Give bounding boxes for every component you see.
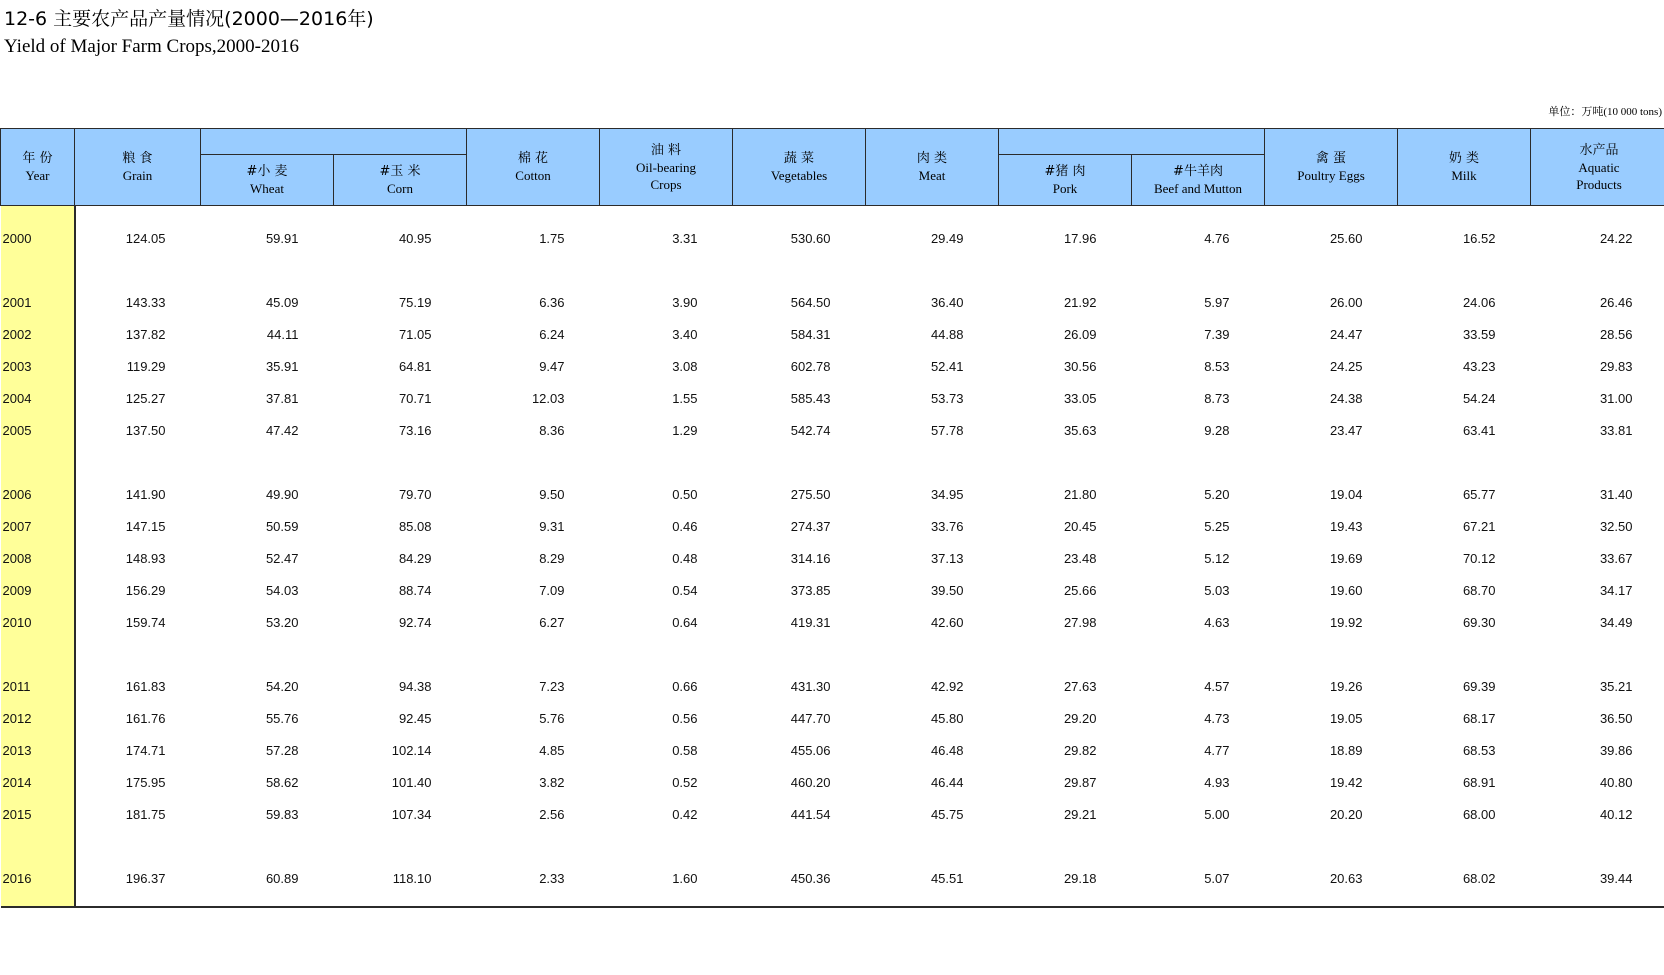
value-cell: 20.63 [1329, 870, 1363, 886]
value-cell: 30.56 [1063, 358, 1097, 374]
table-row [1, 510, 1664, 542]
value-cell: 71.05 [398, 326, 432, 342]
value-cell: 1.75 [539, 230, 565, 246]
value-cell: 60.89 [265, 870, 299, 886]
value-cell: 69.39 [1462, 678, 1496, 694]
value-cell: 31.00 [1599, 390, 1633, 406]
value-cell: 161.83 [125, 678, 166, 694]
value-cell: 5.12 [1204, 550, 1230, 566]
value-cell: 4.77 [1204, 742, 1230, 758]
value-cell: 0.58 [672, 742, 698, 758]
value-cell: 25.66 [1063, 582, 1097, 598]
value-cell: 0.50 [672, 486, 698, 502]
year-cell: 2014 [1, 766, 75, 798]
value-cell: 314.16 [790, 550, 831, 566]
value-cell: 1.60 [672, 870, 698, 886]
value-cell: 21.80 [1063, 486, 1097, 502]
value-cell: 65.77 [1462, 486, 1496, 502]
value-cell: 33.67 [1599, 550, 1633, 566]
value-cell: 5.25 [1204, 518, 1230, 534]
value-cell: 143.33 [125, 294, 166, 310]
value-cell: 54.03 [265, 582, 299, 598]
value-cell: 37.13 [930, 550, 964, 566]
value-cell: 141.90 [125, 486, 166, 502]
value-cell: 4.85 [539, 742, 565, 758]
value-cell: 602.78 [790, 358, 831, 374]
value-cell: 34.95 [930, 486, 964, 502]
value-cell: 181.75 [125, 806, 166, 822]
value-cell: 161.76 [125, 710, 166, 726]
value-cell: 137.82 [125, 326, 166, 342]
value-cell: 40.95 [398, 230, 432, 246]
value-cell: 19.92 [1329, 614, 1363, 630]
table-row [1, 766, 1664, 798]
year-cell: 2000 [1, 222, 75, 254]
value-cell: 27.63 [1063, 678, 1097, 694]
col-header-aquatic: 水产品 Aquatic Products [1531, 129, 1664, 206]
unit-en: (10 000 tons) [1603, 106, 1662, 118]
value-cell: 0.48 [672, 550, 698, 566]
value-cell: 35.91 [265, 358, 299, 374]
table-row [1, 574, 1664, 606]
value-cell: 55.76 [265, 710, 299, 726]
value-cell: 36.40 [930, 294, 964, 310]
value-cell: 12.03 [531, 390, 565, 406]
value-cell: 92.45 [398, 710, 432, 726]
value-cell: 31.40 [1599, 486, 1633, 502]
year-cell: 2007 [1, 510, 75, 542]
value-cell: 196.37 [125, 870, 166, 886]
value-cell: 59.91 [265, 230, 299, 246]
value-cell: 42.60 [930, 614, 964, 630]
col-header-year: 年 份 Year [1, 129, 75, 206]
value-cell: 53.20 [265, 614, 299, 630]
value-cell: 530.60 [790, 230, 831, 246]
value-cell: 47.42 [265, 422, 299, 438]
value-cell: 19.43 [1329, 518, 1363, 534]
value-cell: 26.46 [1599, 294, 1633, 310]
table-row [1, 542, 1664, 574]
value-cell: 102.14 [391, 742, 432, 758]
value-cell: 54.20 [265, 678, 299, 694]
value-cell: 2.56 [539, 806, 565, 822]
value-cell: 57.78 [930, 422, 964, 438]
spacer-row [1, 206, 1664, 223]
spacer-row [1, 830, 1664, 862]
value-cell: 44.11 [266, 326, 299, 342]
value-cell: 36.50 [1599, 710, 1633, 726]
table-row [1, 798, 1664, 830]
value-cell: 5.00 [1204, 806, 1230, 822]
value-cell: 119.29 [126, 358, 166, 374]
value-cell: 18.89 [1329, 742, 1363, 758]
table-row [1, 670, 1664, 702]
value-cell: 32.50 [1599, 518, 1633, 534]
value-cell: 33.81 [1599, 422, 1633, 438]
value-cell: 542.74 [790, 422, 831, 438]
value-cell: 40.12 [1599, 806, 1633, 822]
value-cell: 29.82 [1063, 742, 1097, 758]
value-cell: 124.05 [125, 230, 166, 246]
value-cell: 40.80 [1599, 774, 1633, 790]
value-cell: 39.44 [1599, 870, 1633, 886]
table-body [1, 206, 1664, 908]
year-cell: 2001 [1, 286, 75, 318]
value-cell: 23.47 [1329, 422, 1363, 438]
value-cell: 564.50 [790, 294, 831, 310]
value-cell: 27.98 [1063, 614, 1097, 630]
value-cell: 0.52 [672, 774, 698, 790]
value-cell: 33.76 [930, 518, 964, 534]
table-row [1, 382, 1664, 414]
col-header-oil: 油 料 Oil-bearing Crops [600, 129, 733, 206]
year-cell: 2003 [1, 350, 75, 382]
year-cell: 2009 [1, 574, 75, 606]
value-cell: 43.23 [1462, 358, 1496, 374]
value-cell: 4.93 [1204, 774, 1230, 790]
value-cell: 52.47 [265, 550, 299, 566]
value-cell: 37.81 [265, 390, 299, 406]
spacer-row [1, 446, 1664, 478]
value-cell: 3.90 [672, 294, 698, 310]
value-cell: 441.54 [790, 806, 831, 822]
table-row [1, 734, 1664, 766]
value-cell: 33.59 [1462, 326, 1496, 342]
value-cell: 8.53 [1204, 358, 1230, 374]
value-cell: 70.71 [398, 390, 432, 406]
value-cell: 419.31 [790, 614, 831, 630]
value-cell: 4.57 [1204, 678, 1230, 694]
value-cell: 29.83 [1599, 358, 1633, 374]
year-cell: 2008 [1, 542, 75, 574]
value-cell: 3.40 [672, 326, 698, 342]
table-row [1, 286, 1664, 318]
value-cell: 8.29 [539, 550, 565, 566]
value-cell: 174.71 [125, 742, 166, 758]
value-cell: 73.16 [398, 422, 432, 438]
value-cell: 70.12 [1462, 550, 1496, 566]
value-cell: 75.19 [398, 294, 432, 310]
value-cell: 28.56 [1599, 326, 1633, 342]
value-cell: 79.70 [398, 486, 432, 502]
value-cell: 24.22 [1599, 230, 1633, 246]
spacer-row [1, 894, 1664, 907]
value-cell: 49.90 [265, 486, 299, 502]
value-cell: 21.92 [1063, 294, 1097, 310]
value-cell: 53.73 [930, 390, 964, 406]
crop-yield-table [0, 128, 1664, 908]
value-cell: 274.37 [790, 518, 831, 534]
value-cell: 9.50 [539, 486, 565, 502]
value-cell: 19.05 [1329, 710, 1363, 726]
value-cell: 63.41 [1462, 422, 1496, 438]
value-cell: 19.60 [1329, 582, 1363, 598]
value-cell: 1.29 [672, 422, 698, 438]
value-cell: 68.02 [1462, 870, 1496, 886]
value-cell: 5.03 [1204, 582, 1230, 598]
col-header-pork: #猪 肉 Pork [999, 155, 1132, 206]
value-cell: 4.76 [1204, 230, 1230, 246]
value-cell: 26.00 [1329, 294, 1363, 310]
col-header-beef: #牛羊肉 Beef and Mutton [1132, 155, 1265, 206]
value-cell: 94.38 [398, 678, 432, 694]
value-cell: 45.09 [265, 294, 299, 310]
value-cell: 5.97 [1204, 294, 1230, 310]
value-cell: 68.17 [1462, 710, 1496, 726]
value-cell: 9.47 [539, 358, 565, 374]
value-cell: 431.30 [790, 678, 831, 694]
value-cell: 34.49 [1599, 614, 1633, 630]
value-cell: 33.05 [1063, 390, 1097, 406]
year-cell: 2004 [1, 382, 75, 414]
year-cell: 2010 [1, 606, 75, 638]
spacer-row [1, 638, 1664, 670]
value-cell: 0.56 [672, 710, 698, 726]
value-cell: 17.96 [1063, 230, 1097, 246]
value-cell: 26.09 [1063, 326, 1097, 342]
value-cell: 5.76 [539, 710, 565, 726]
value-cell: 46.48 [930, 742, 964, 758]
value-cell: 58.62 [265, 774, 299, 790]
value-cell: 69.30 [1462, 614, 1496, 630]
value-cell: 6.24 [539, 326, 565, 342]
col-header-grain: 粮 食 Grain [75, 129, 201, 206]
grain-subgroup-header [201, 129, 467, 155]
value-cell: 68.53 [1462, 742, 1496, 758]
value-cell: 373.85 [790, 582, 831, 598]
value-cell: 101.40 [391, 774, 432, 790]
value-cell: 460.20 [790, 774, 831, 790]
value-cell: 67.21 [1462, 518, 1496, 534]
value-cell: 29.87 [1063, 774, 1097, 790]
value-cell: 64.81 [398, 358, 432, 374]
value-cell: 275.50 [790, 486, 831, 502]
value-cell: 29.18 [1063, 870, 1097, 886]
value-cell: 20.45 [1063, 518, 1097, 534]
value-cell: 137.50 [125, 422, 166, 438]
value-cell: 147.15 [125, 518, 166, 534]
value-cell: 45.75 [930, 806, 964, 822]
value-cell: 39.50 [930, 582, 964, 598]
value-cell: 125.27 [125, 390, 166, 406]
unit-cn: 单位：万吨 [1548, 105, 1604, 118]
value-cell: 5.20 [1204, 486, 1230, 502]
value-cell: 23.48 [1063, 550, 1097, 566]
value-cell: 35.21 [1599, 678, 1633, 694]
col-header-milk: 奶 类 Milk [1398, 129, 1531, 206]
value-cell: 57.28 [265, 742, 299, 758]
year-cell: 2006 [1, 478, 75, 510]
year-cell: 2011 [1, 670, 75, 702]
value-cell: 20.20 [1329, 806, 1363, 822]
table-row [1, 350, 1664, 382]
value-cell: 4.73 [1204, 710, 1230, 726]
value-cell: 16.52 [1462, 230, 1496, 246]
col-header-wheat: #小 麦 Wheat [201, 155, 334, 206]
value-cell: 0.42 [672, 806, 698, 822]
year-cell: 2012 [1, 702, 75, 734]
value-cell: 3.82 [539, 774, 565, 790]
value-cell: 0.64 [672, 614, 698, 630]
year-cell: 2015 [1, 798, 75, 830]
value-cell: 0.66 [672, 678, 698, 694]
value-cell: 45.51 [930, 870, 964, 886]
value-cell: 29.49 [930, 230, 964, 246]
value-cell: 25.60 [1329, 230, 1363, 246]
value-cell: 50.59 [265, 518, 299, 534]
value-cell: 24.38 [1329, 390, 1363, 406]
value-cell: 1.55 [672, 390, 698, 406]
value-cell: 8.36 [539, 422, 565, 438]
value-cell: 19.26 [1329, 678, 1363, 694]
value-cell: 42.92 [930, 678, 964, 694]
value-cell: 5.07 [1204, 870, 1230, 886]
value-cell: 46.44 [930, 774, 964, 790]
value-cell: 35.63 [1063, 422, 1097, 438]
table-row [1, 606, 1664, 638]
table-row [1, 478, 1664, 510]
value-cell: 92.74 [398, 614, 432, 630]
value-cell: 29.21 [1063, 806, 1097, 822]
value-cell: 6.36 [539, 294, 565, 310]
value-cell: 0.46 [672, 518, 698, 534]
value-cell: 159.74 [125, 614, 166, 630]
table-row [1, 702, 1664, 734]
value-cell: 6.27 [539, 614, 565, 630]
value-cell: 585.43 [790, 390, 831, 406]
value-cell: 3.31 [672, 230, 698, 246]
table-row [1, 222, 1664, 254]
value-cell: 24.47 [1329, 326, 1363, 342]
value-cell: 7.23 [539, 678, 565, 694]
unit-label [1548, 103, 1662, 119]
year-cell: 2016 [1, 862, 75, 894]
value-cell: 107.34 [391, 806, 432, 822]
value-cell: 85.08 [398, 518, 432, 534]
value-cell: 68.91 [1462, 774, 1496, 790]
value-cell: 39.86 [1599, 742, 1633, 758]
year-cell: 2005 [1, 414, 75, 446]
value-cell: 455.06 [790, 742, 831, 758]
value-cell: 24.25 [1329, 358, 1363, 374]
value-cell: 29.20 [1063, 710, 1097, 726]
value-cell: 148.93 [125, 550, 166, 566]
year-cell: 2013 [1, 734, 75, 766]
table-row [1, 318, 1664, 350]
value-cell: 175.95 [125, 774, 166, 790]
value-cell: 59.83 [265, 806, 299, 822]
value-cell: 84.29 [398, 550, 432, 566]
value-cell: 68.00 [1462, 806, 1496, 822]
value-cell: 4.63 [1204, 614, 1230, 630]
meat-subgroup-header [999, 129, 1265, 155]
value-cell: 19.42 [1329, 774, 1363, 790]
value-cell: 118.10 [392, 870, 432, 886]
value-cell: 34.17 [1599, 582, 1633, 598]
table-row [1, 862, 1664, 894]
value-cell: 9.28 [1204, 422, 1230, 438]
value-cell: 44.88 [930, 326, 964, 342]
value-cell: 52.41 [930, 358, 964, 374]
value-cell: 0.54 [672, 582, 698, 598]
value-cell: 450.36 [790, 870, 831, 886]
value-cell: 8.73 [1204, 390, 1230, 406]
spacer-row [1, 254, 1664, 286]
col-header-vegetables: 蔬 菜 Vegetables [733, 129, 866, 206]
value-cell: 24.06 [1462, 294, 1496, 310]
value-cell: 9.31 [539, 518, 565, 534]
value-cell: 19.69 [1329, 550, 1363, 566]
page-title-en: Yield of Major Farm Crops,2000-2016 [4, 36, 300, 57]
value-cell: 7.09 [539, 582, 565, 598]
value-cell: 447.70 [790, 710, 831, 726]
col-header-corn: #玉 米 Corn [334, 155, 467, 206]
table-row [1, 414, 1664, 446]
value-cell: 19.04 [1329, 486, 1363, 502]
col-header-eggs: 禽 蛋 Poultry Eggs [1265, 129, 1398, 206]
col-header-meat: 肉 类 Meat [866, 129, 999, 206]
col-header-cotton: 棉 花 Cotton [467, 129, 600, 206]
value-cell: 88.74 [398, 582, 432, 598]
value-cell: 68.70 [1462, 582, 1496, 598]
value-cell: 2.33 [539, 870, 565, 886]
value-cell: 3.08 [672, 358, 698, 374]
page-title-cn: 12-6 主要农产品产量情况(2000—2016年) [4, 8, 374, 30]
value-cell: 156.29 [125, 582, 166, 598]
value-cell: 7.39 [1204, 326, 1230, 342]
year-cell: 2002 [1, 318, 75, 350]
value-cell: 45.80 [930, 710, 964, 726]
value-cell: 54.24 [1462, 390, 1496, 406]
value-cell: 584.31 [790, 326, 831, 342]
